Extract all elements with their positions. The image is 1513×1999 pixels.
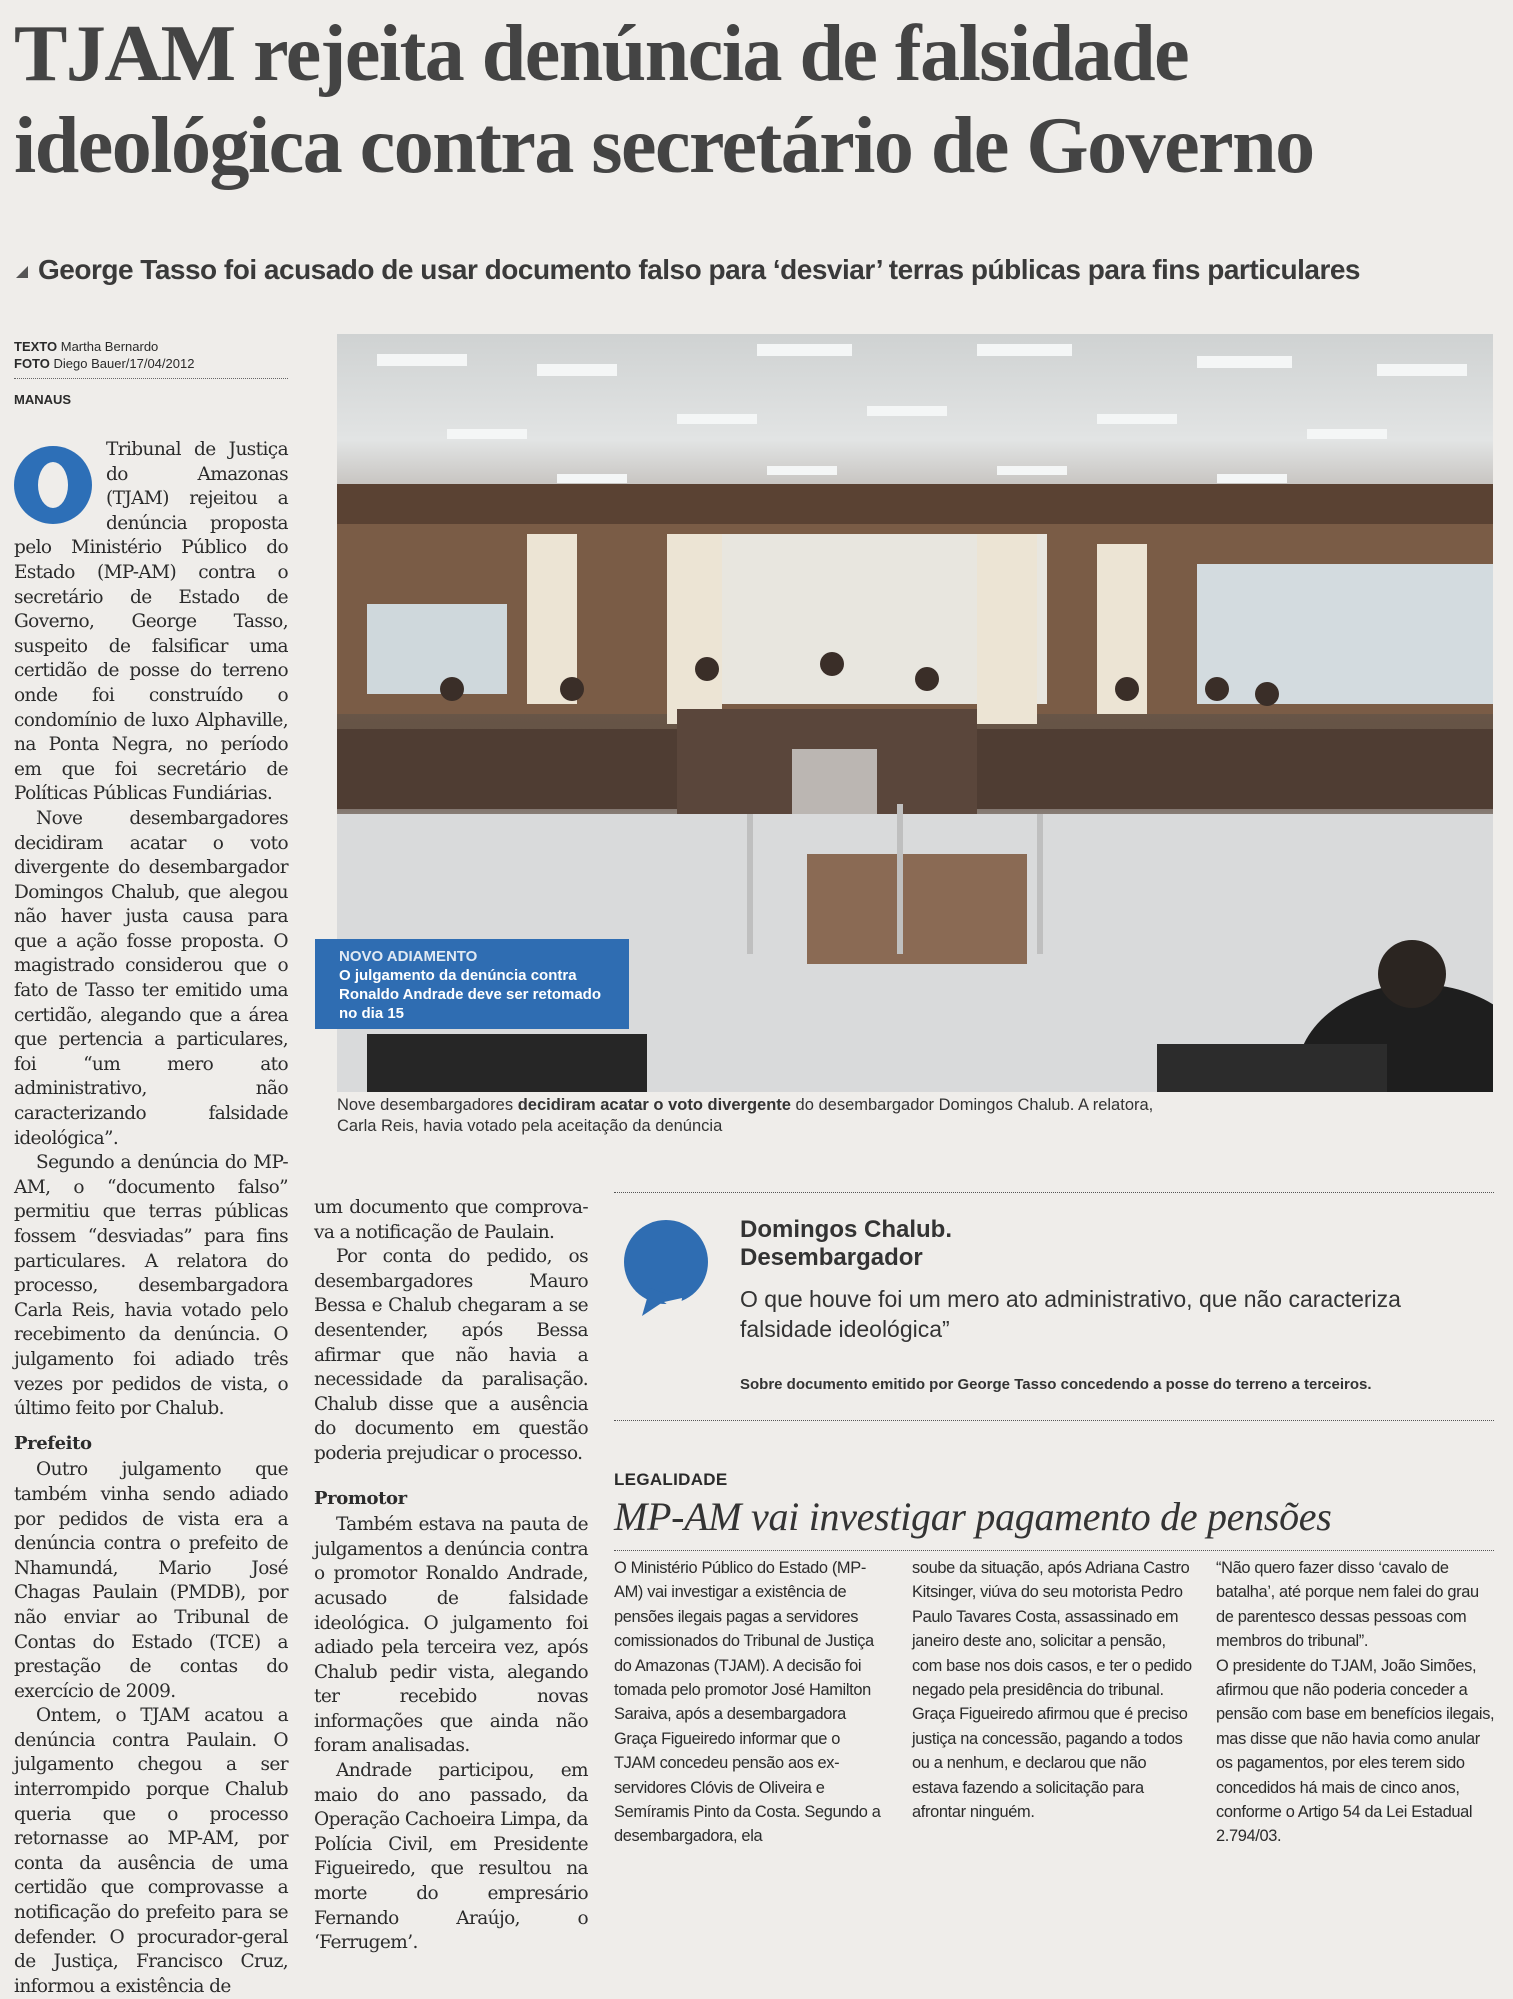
credit-photo-author: Diego Bauer/17/04/2012	[53, 356, 195, 371]
paragraph: O presidente do TJAM, João Simões, afirmou que não poderia conceder a pensão com base em benefícios ilegais, mas disse que não havia como anular os pagamentos, por eles terem sido concedidos há mais de cinco anos, conforme o Artigo 54 da Lei Estadual 2.794/03.	[1216, 1656, 1495, 1846]
sidebar-kicker: LEGALIDADE	[614, 1470, 728, 1489]
quote-separator-bottom	[614, 1420, 1494, 1421]
dropcap-o-icon	[14, 446, 92, 524]
deck-text: George Tasso foi acusado de usar documento falso para ‘desviar’ terras públicas para fins particulares	[38, 254, 1360, 285]
paragraph: Ontem, o TJAM acatou a denúncia contra Paulain. O julgamento chegou a ser interrompido porque Chalub queria que o processo retornasse ao MP-AM, por conta da ausência de uma certidão que comprovasse a notificação do prefeito para se defender. O procurador-geral de Justiça, Francisco Cruz, informou a existência de	[14, 1705, 288, 1997]
article-column-1	[14, 438, 288, 1999]
paragraph: O Ministério Público do Estado (MP-AM) vai investigar a existência de pensões ilegais pagas a servidores comissionados do Tribunal de Justiça do Amazonas (TJAM). A decisão foi tomada pelo promotor José Hamilton Saraiva, após a desembargadora Graça Figueiredo informar que o TJAM concedeu pensão aos ex-servidores Clóvis de Oliveira e Semíramis Pinto da Costa. Segundo a desembargadora, ela	[614, 1559, 881, 1846]
quote-text: O que houve foi um mero ato administrativo, que não caracteriza falsidade ideológica”	[740, 1286, 1401, 1342]
article-column-2	[314, 1196, 588, 1956]
photo-note-title: NOVO ADIAMENTO	[339, 948, 478, 965]
deck	[16, 252, 1506, 288]
quote-author-name: Domingos Chalub.	[740, 1216, 952, 1243]
caption-text-end: do desembargador Domingos Chalub. A relatora, Carla Reis, havia votado pela aceitação da denúncia	[337, 1096, 1154, 1135]
sidebar-column-2	[912, 1556, 1192, 1824]
paragraph: Também estava na pauta de julgamentos a denúncia contra o promotor Ronaldo Andrade, acusado de falsidade ideológica. O julgamento foi adiado pela terceira vez, após Chalub pedir vista, alegando ter recebido novas informações que ainda não foram analisadas.	[314, 1514, 588, 1757]
quote-author-role: Desembargador	[740, 1244, 923, 1271]
paragraph: Outro julgamento que também vinha sendo adiado por pedidos de vista era a denúncia contra o prefeito de Nhamundá, Mario José Chagas Paulain (PMDB), por não enviar ao Tribunal de Contas do Estado (TCE) a prestação de contas do exercício de 2009.	[14, 1459, 288, 1702]
quote-separator-top	[614, 1192, 1494, 1193]
headline: TJAM rejeita denúncia de falsidade ideológica contra secretário de Governo	[14, 10, 1314, 190]
sidebar-headline: MP-AM vai investigar pagamento de pensões	[614, 1494, 1332, 1539]
paragraph: Andrade participou, em maio do ano passado, da Operação Cachoeira Limpa, da Polícia Civil, em Presidente Figueiredo, que resultou na morte do empresário Fernando Araújo, o ‘Ferrugem’.	[314, 1760, 588, 1954]
subhead-promotor: Promotor	[314, 1487, 407, 1509]
photo-note-box	[315, 939, 629, 1029]
dateline: MANAUS	[14, 392, 72, 407]
paragraph: Segundo a denúncia do MP-AM, o “documento falso” permitiu que terras públicas fossem “desviadas” para fins particulares. A relatora do processo, desembargadora Carla Reis, havia votado pelo recebimento da denúncia. O julgamento foi adiado três vezes por pedidos de vista, o último feito por Chalub.	[14, 1152, 288, 1420]
speech-bubble-icon	[620, 1218, 710, 1318]
credit-photo-label: FOTO	[14, 356, 50, 371]
paragraph: “Não quero fazer disso ‘cavalo de batalha’, até porque nem falei do grau de parentesco dessas pessoas com membros do tribunal”.	[1216, 1559, 1479, 1651]
credit-text-author: Martha Bernardo	[60, 339, 159, 354]
credits	[14, 338, 288, 379]
paragraph: Tribunal de Justiça do Amazonas (TJAM) rejeitou a denúncia proposta pelo Ministério Público do Estado (MP-AM) contra o secretário de Estado de Governo, George Tasso, suspeito de falsificar uma certidão de posse do terreno onde foi construído o condomínio de luxo Alphaville, na Ponta Negra, no período em que foi secretário de Políticas Públicas Fundiárias.	[14, 439, 288, 805]
subhead-prefeito: Prefeito	[14, 1432, 92, 1454]
caption-text: Nove desembargadores	[337, 1096, 518, 1114]
quote-author	[740, 1216, 952, 1272]
paragraph: um documento que comprova-va a notificação de Paulain.	[314, 1197, 588, 1243]
sidebar-column-3	[1216, 1556, 1496, 1849]
triangle-bullet-icon	[16, 266, 28, 278]
sidebar-column-1	[614, 1556, 882, 1849]
sidebar-rule	[614, 1550, 1494, 1551]
photo-caption	[337, 1095, 1187, 1137]
paragraph: Nove desembargadores decidiram acatar o voto divergente do desembargador Domingos Chalub, que alegou não haver justa causa para que a ação fosse proposta. O magistrado considerou que o fato de Tasso ter emitido uma certidão, alegando que a área que pertencia a particulares, foi “um mero ato administrativo, não caracterizando falsidade ideológica”.	[14, 807, 288, 1149]
paragraph: soube da situação, após Adriana Castro Kitsinger, viúva do seu motorista Pedro Paulo Tavares Costa, assassinado em janeiro deste ano, solicitar a pensão, com base nos dois casos, e ter o pedido negado pela presidência do tribunal. Graça Figueiredo afirmou que é preciso justiça na concessão, pagando a todos ou a nenhum, e declarou que não estava fazendo a solicitação para afrontar ninguém.	[912, 1559, 1192, 1822]
caption-bold: decidiram acatar o voto divergente	[517, 1096, 791, 1114]
photo-note-text: O julgamento da denúncia contra Ronaldo Andrade deve ser retomado no dia 15	[339, 967, 602, 1022]
quote-context: Sobre documento emitido por George Tasso concedendo a posse do terreno a terceiros.	[740, 1376, 1372, 1393]
paragraph: Por conta do pedido, os desembargadores Mauro Bessa e Chalub chegaram a se desentender, após Bessa afirmar que não havia a necessidade da paralisação. Chalub disse que a ausência do documento em questão poderia prejudicar o processo.	[314, 1246, 588, 1464]
credit-text-label: TEXTO	[14, 339, 58, 354]
